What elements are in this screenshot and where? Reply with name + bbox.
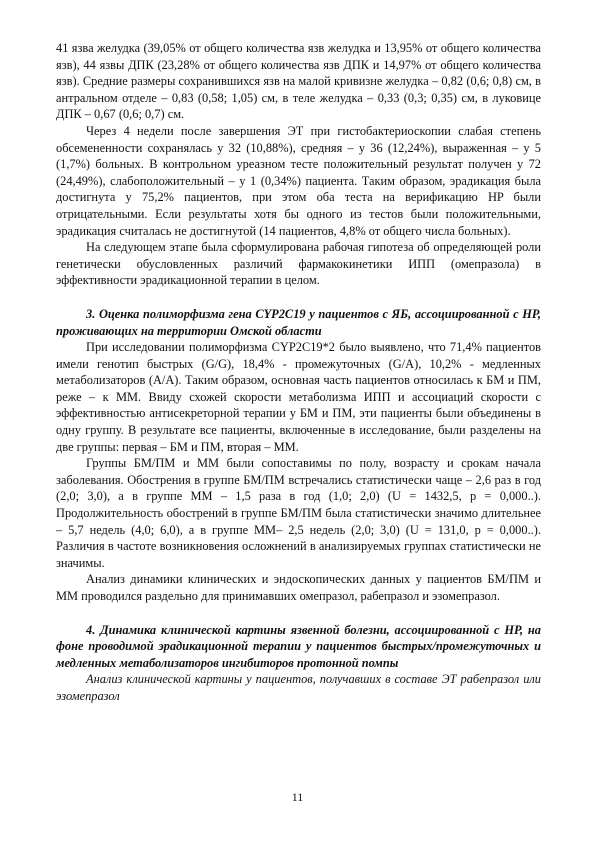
- section-heading-4: 4. Динамика клинической картины язвенной болезни, ассоциированной с HP, на фоне проводимой эрадикационной терапии у пациентов быстрых/промежуточных и медленных метаболизаторов ингибиторов протонной помпы: [56, 622, 541, 670]
- paragraph-hypothesis: На следующем этапе была сформулирована рабочая гипотеза об определяющей роли генетически обусловленных различий фармакокинетики ИПП (омепразола) в эффективности эрадикационной терапии в целом.: [56, 240, 541, 288]
- paragraph-ulcer-sizes: 41 язва желудка (39,05% от общего количества язв желудка и 13,95% от общего количества язв), 44 язвы ДПК (23,28% от общего количества язв ДПК и 14,97% от общего количества язв). Средние размеры сохранившихся язв на малой кривизне желудка – 0,82 (0,6; 0,8) см, в антральном отделе – 0,83 (0,58; 1,05) см, в теле желудка – 0,33 (0,3; 0,35) см, в луковице ДПК – 0,67 (0,6; 0,7) см.: [56, 41, 541, 122]
- section-gap: [56, 605, 541, 622]
- paragraph-group-comparison: Группы БМ/ПМ и ММ были сопоставимы по полу, возрасту и срокам начала заболевания. Обострения в группе БМ/ПМ встречались статистически чаще – 2,6 раз в год (2,0; 3,0), а в группе ММ – 1,5 раза в год (1,0; 2,0) (U = 1432,5, p = 0,000..). Продолжительность обострений в группе БМ/ПМ была статистически значимо длительнее – 5,7 недель (4,0; 6,0), а в группе ММ– 2,5 недель (2,0; 3,0) (U = 131,0, p = 0,000..). Различия в частоте возникновения осложнений в анализируемых группах статистически не значимы.: [56, 456, 541, 570]
- paragraph-dynamics-analysis: Анализ динамики клинических и эндоскопических данных у пациентов БМ/ПМ и ММ проводился раздельно для принимавших омепразол, рабепразол и эзомепразол.: [56, 572, 541, 603]
- paragraph-polymorphism: При исследовании полиморфизма CYP2C19*2 было выявлено, что 71,4% пациентов имели генотип быстрых (G/G), 18,4% - промежуточных (G/A), 10,2% - медленных метаболизаторов (A/A). Таким образом, основная часть пациентов относилась к БМ и ПМ, реже – к ММ. Ввиду схожей скорости метаболизма ИПП и ассоциаций скорости с эффективностью антисекреторной терапии у БМ и ПМ, эти пациенты были объединены в одну группу. В результате все пациенты, включенные в исследование, были разделены на две группы: первая – БМ и ПМ, вторая – ММ.: [56, 340, 541, 454]
- subsection-intro: Анализ клинической картины у пациентов, получавших в составе ЭТ рабепразол или эзомепразол: [56, 672, 541, 703]
- section-gap: [56, 289, 541, 306]
- page-number: 11: [291, 790, 304, 804]
- section-heading-3: 3. Оценка полиморфизма гена CYP2C19 у пациентов с ЯБ, ассоциированной с HP, проживающих на территории Омской области: [56, 306, 541, 338]
- document-page: [56, 40, 541, 705]
- paragraph-eradication-results: Через 4 недели после завершения ЭТ при гистобактериоскопии слабая степень обсемененности сохранялась у 32 (10,88%), средняя – у 36 (12,24%), выраженная – у 5 (1,7%) больных. В контрольном уреазном тесте положительный результат получен у 72 (24,49%), слабоположительный – у 1 (0,34%) пациента. Таким образом, эрадикация была достигнута у 75,2% пациентов, при этом оба теста на верификацию HP были отрицательными. Если результаты хотя бы одного из тестов были положительными, эрадикация считалась не достигнутой (14 пациентов, 4,8% от общего числа больных).: [56, 123, 541, 238]
